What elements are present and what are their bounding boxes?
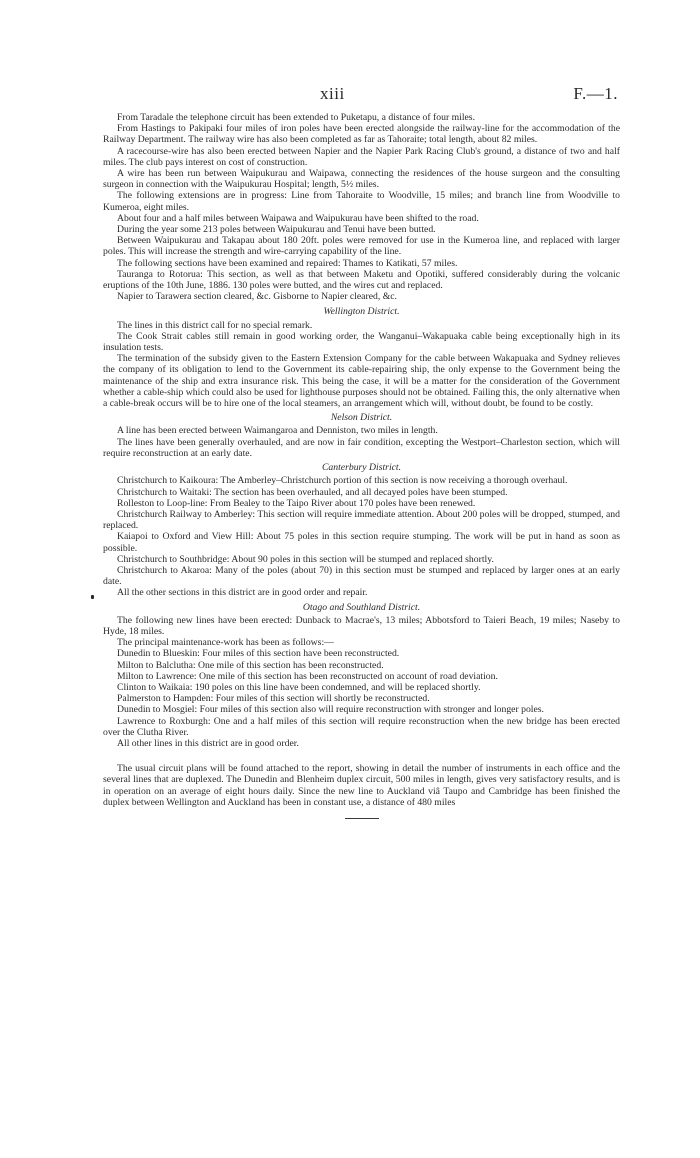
paragraph: From Hastings to Pakipaki four miles of iron poles have been erected alongside the railway-line for the accommodation of the Railway Department. The railway wire has also been completed as far as Tahoraite; total length, about 82 miles.: [103, 123, 620, 146]
paragraph: Palmerston to Hampden: Four miles of this section will shortly be reconstructed.: [117, 693, 430, 705]
otago-section: [103, 602, 620, 750]
closing-paragraph: The usual circuit plans will be found attached to the report, showing in detail the number of instruments in each office and the several lines that are duplexed. The Dunedin and Blenheim duplex circuit, 500 miles in length, gives very satisfactory results, and is in operation on an average of eight hours daily. Since the new line to Auckland viâ Taupo and Cambridge has been finished the duplex between Wellington and Auckland has been in constant use, a distance of 480 miles: [103, 763, 620, 808]
paragraph: A wire has been run between Waipukurau and Waipawa, connecting the residences of the house surgeon and the consulting surgeon in connection with the Waipukurau Hospital; length, 5½ miles.: [103, 168, 620, 191]
section-heading: Canterbury District.: [321, 462, 402, 474]
paragraph: Napier to Tarawera section cleared, &c. Gisborne to Napier cleared, &c.: [117, 291, 397, 303]
section-heading: Wellington District.: [323, 306, 400, 318]
paragraph: The termination of the subsidy given to the Eastern Extension Company for the cable between Wakapuaka and Sydney relieves the company of its obligation to lend to the Government its cable-repairing ship, the only expense to the Government being the maintenance of the ship and extra insurance risk. This being the case, it will be a matter for the consideration of the Government whether a cable-ship which could also be used for lighthouse purposes should not be obtained. Failing this, the only alternative when a cable-break occurs will be to hire one of the local steamers, an arrangement which will, without doubt, be found to be costly.: [103, 353, 620, 410]
document-reference: F.—1.: [573, 84, 618, 103]
closing-rule: [345, 818, 379, 819]
paragraph: During the year some 213 poles between Waipukurau and Tenui have been butted.: [117, 224, 436, 236]
paragraph: From Taradale the telephone circuit has been extended to Puketapu, a distance of four miles.: [117, 112, 475, 123]
canterbury-section: [103, 462, 620, 598]
page-number: xiii: [320, 84, 345, 103]
paragraph: Christchurch to Waitaki: The section has been overhauled, and all decayed poles have been stumped.: [117, 486, 508, 498]
paragraph: Tauranga to Rotorua: This section, as well as that between Maketu and Opotiki, suffered considerably during the volcanic eruptions of the 10th June, 1886. 130 poles were butted, and the wires cut and replaced.: [103, 268, 620, 292]
paragraph: Milton to Lawrence: One mile of this section has been reconstructed on account of road deviation.: [117, 670, 498, 682]
paragraph: Milton to Balclutha: One mile of this section has been reconstructed.: [117, 659, 384, 671]
report-body: [103, 112, 620, 819]
paragraph: The lines have been generally overhauled, and are now in fair condition, excepting the Westport–Charleston section, which will require reconstruction at an early date.: [103, 436, 620, 459]
paragraph: Christchurch to Southbridge: About 90 poles in this section will be stumped and replaced shortly.: [117, 553, 494, 565]
section-heading: Otago and Southland District.: [302, 601, 421, 613]
page-header: [0, 84, 700, 106]
paragraph: Clinton to Waikaia: 190 poles on this line have been condemned, and will be replaced shortly.: [117, 681, 481, 693]
paragraph: Dunedin to Mosgiel: Four miles of this section also will require reconstruction with stronger and longer poles.: [117, 704, 544, 716]
paragraph: A line has been erected between Waimangaroa and Denniston, two miles in length.: [117, 425, 438, 437]
napier-section: [103, 112, 620, 302]
paragraph: Dunedin to Blueskin: Four miles of this section have been reconstructed.: [117, 648, 400, 660]
wellington-section: [103, 306, 620, 409]
paragraph: Lawrence to Roxburgh: One and a half miles of this section will require reconstruction when the new bridge has been erected over the Clutha River.: [103, 715, 620, 738]
paragraph: About four and a half miles between Waipawa and Waipukurau have been shifted to the road.: [117, 212, 479, 224]
paragraph: All the other sections in this district are in good order and repair.: [117, 587, 368, 599]
paragraph: All other lines in this district are in good order.: [117, 737, 299, 749]
margin-mark: [91, 595, 94, 599]
paragraph: Christchurch to Akaroa: Many of the poles (about 70) in this section must be stumped and replaced by larger ones at an early date.: [103, 564, 620, 588]
section-heading: Nelson District.: [330, 412, 393, 424]
paragraph: Between Waipukurau and Takapau about 180 20ft. poles were removed for use in the Kumeroa line, and replaced with larger poles. This will increase the strength and wire-carrying capability of the line.: [103, 235, 620, 258]
paragraph: The following new lines have been erected: Dunback to Macrae's, 13 miles; Abbotsford to Taieri Beach, 19 miles; Naseby to Hyde, 18 miles.: [103, 614, 620, 637]
paragraph: The following extensions are in progress: Line from Tahoraite to Woodville, 15 miles; and branch line from Woodville to Kumeroa, eight miles.: [103, 190, 620, 213]
nelson-section: [103, 412, 620, 459]
paragraph: Christchurch to Kaikoura: The Amberley–Christchurch portion of this section is now receiving a thorough overhaul.: [117, 475, 568, 487]
paragraph: Christchurch Railway to Amberley: This section will require immediate attention. About 200 poles will be dropped, stumped, and replaced.: [103, 508, 620, 532]
paragraph: Rolleston to Loop-line: From Bealey to the Taipo River about 170 poles have been renewed.: [117, 497, 476, 509]
paragraph: The following sections have been examined and repaired: Thames to Katikati, 57 miles.: [117, 257, 458, 269]
paragraph: The lines in this district call for no special remark.: [117, 319, 313, 331]
paragraph: The Cook Strait cables still remain in good working order, the Wanganui–Wakapuaka cable being exceptionally high in its insulation tests.: [103, 330, 620, 354]
paragraph: The principal maintenance-work has been as follows:—: [117, 637, 334, 649]
paragraph: Kaiapoi to Oxford and View Hill: About 75 poles in this section require stumping. The work will be put in hand as soon as possible.: [103, 531, 620, 554]
paragraph: A racecourse-wire has also been erected between Napier and the Napier Park Racing Club's ground, a distance of two and half miles. The club pays interest on cost of construction.: [103, 145, 620, 168]
section-spacer: [103, 749, 620, 763]
